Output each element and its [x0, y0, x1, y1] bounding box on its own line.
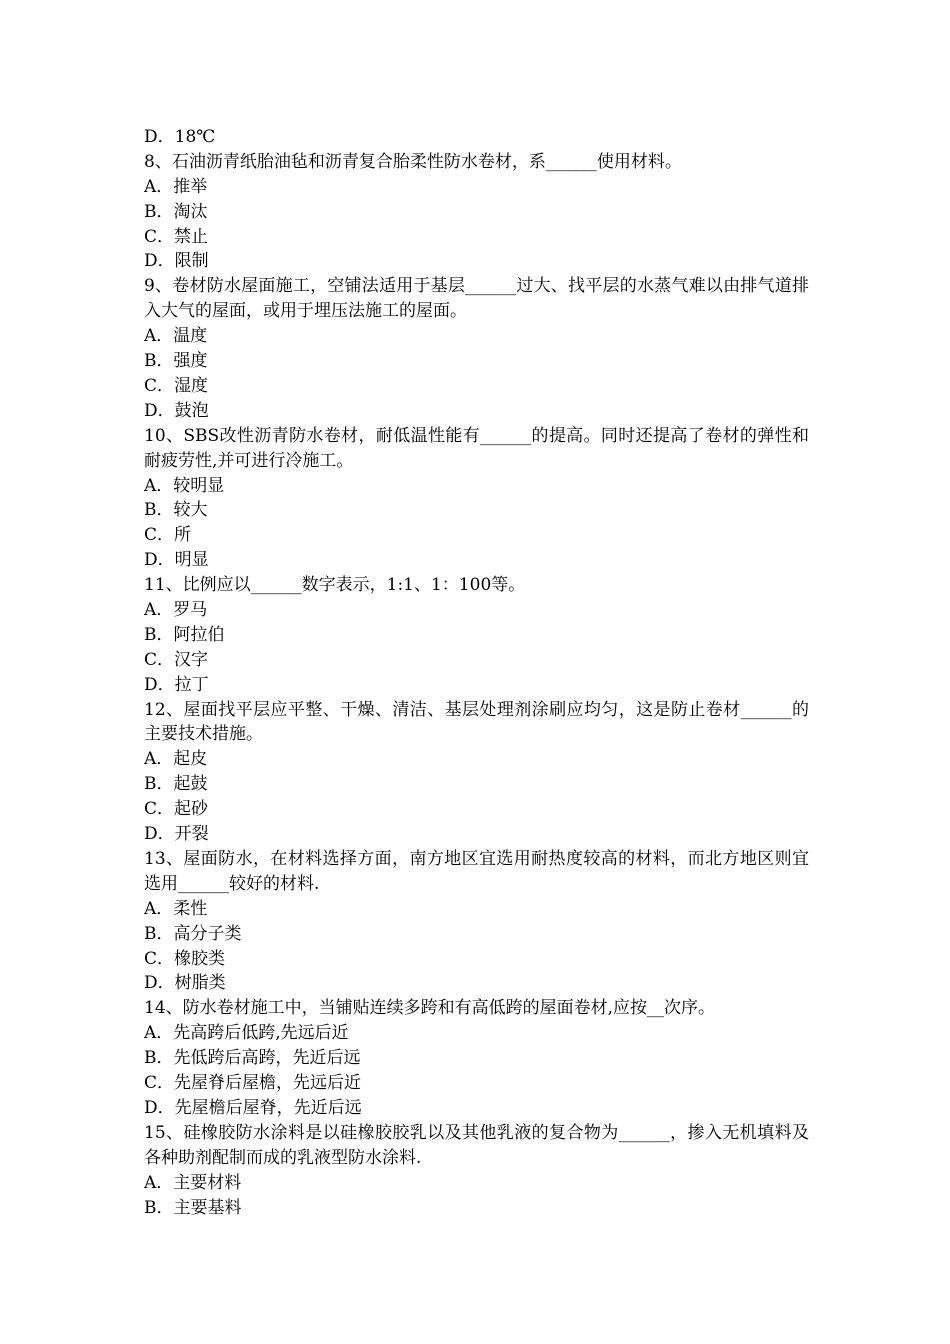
answer-option: A．主要材料 — [144, 1172, 242, 1193]
question-text: 9、卷材防水屋面施工，空铺法适用于基层______过大、找平层的水蒸气难以由排气道排入大气的屋面，或用于埋压法施工的屋面。 — [144, 276, 809, 322]
question-text: 15、硅橡胶防水涂料是以硅橡胶胶乳以及其他乳液的复合物为______，掺入无机填料及各种助剂配制而成的乳液型防水涂料. — [144, 1122, 809, 1168]
answer-option: A．推举 — [144, 176, 208, 197]
answer-option: A．较明显 — [144, 475, 225, 496]
answer-option: A．起皮 — [144, 749, 208, 770]
answer-option: D．树脂类 — [144, 973, 226, 994]
answer-option: D．拉丁 — [144, 674, 209, 695]
answer-option: B．高分子类 — [144, 923, 242, 944]
answer-option: D．开裂 — [144, 824, 209, 845]
question-text: 14、防水卷材施工中，当铺贴连续多跨和有高低跨的屋面卷材,应按__次序。 — [144, 998, 716, 1019]
answer-option: D．明显 — [144, 550, 209, 571]
answer-option: B．较大 — [144, 500, 208, 521]
document-body — [144, 125, 809, 1220]
answer-option: C．先屋脊后屋檐，先远后近 — [144, 1073, 362, 1094]
question-text: 10、SBS改性沥青防水卷材，耐低温性能有______的提高。同时还提高了卷材的弹性和耐疲劳性,并可进行冷施工。 — [144, 425, 809, 471]
answer-option: B．阿拉伯 — [144, 624, 225, 645]
answer-option: D．18℃ — [144, 127, 216, 147]
question-text: 12、屋面找平层应平整、干燥、清洁、基层处理剂涂刷应均匀，这是防止卷材______的主要技术措施。 — [144, 699, 809, 745]
answer-option: B．淘汰 — [144, 201, 208, 222]
question-text: 11、比例应以______数字表示，1:1、1：100等。 — [144, 575, 526, 596]
answer-option: C．起砂 — [144, 799, 209, 820]
answer-option: A．先高跨后低跨,先远后近 — [144, 1023, 349, 1044]
answer-option: A．温度 — [144, 326, 208, 347]
answer-option: B．强度 — [144, 351, 208, 372]
answer-option: B．起鼓 — [144, 774, 208, 795]
answer-option: D．限制 — [144, 251, 209, 272]
answer-option: A．罗马 — [144, 600, 208, 621]
answer-option: C．橡胶类 — [144, 948, 226, 969]
answer-option: C．湿度 — [144, 375, 209, 396]
answer-option: D．鼓泡 — [144, 400, 209, 421]
answer-option: A．柔性 — [144, 898, 208, 919]
answer-option: B．先低跨后高跨，先近后远 — [144, 1048, 361, 1069]
question-text: 13、屋面防水，在材料选择方面，南方地区宜选用耐热度较高的材料，而北方地区则宜选用______较好的材料. — [144, 848, 809, 894]
question-text: 8、石油沥青纸胎油毡和沥青复合胎柔性防水卷材，系______使用材料。 — [144, 151, 682, 172]
answer-option: D．先屋檐后屋脊，先近后远 — [144, 1097, 362, 1118]
answer-option: C．禁止 — [144, 226, 209, 247]
answer-option: B．主要基料 — [144, 1197, 242, 1218]
answer-option: C．所 — [144, 525, 192, 546]
answer-option: C．汉字 — [144, 649, 209, 670]
